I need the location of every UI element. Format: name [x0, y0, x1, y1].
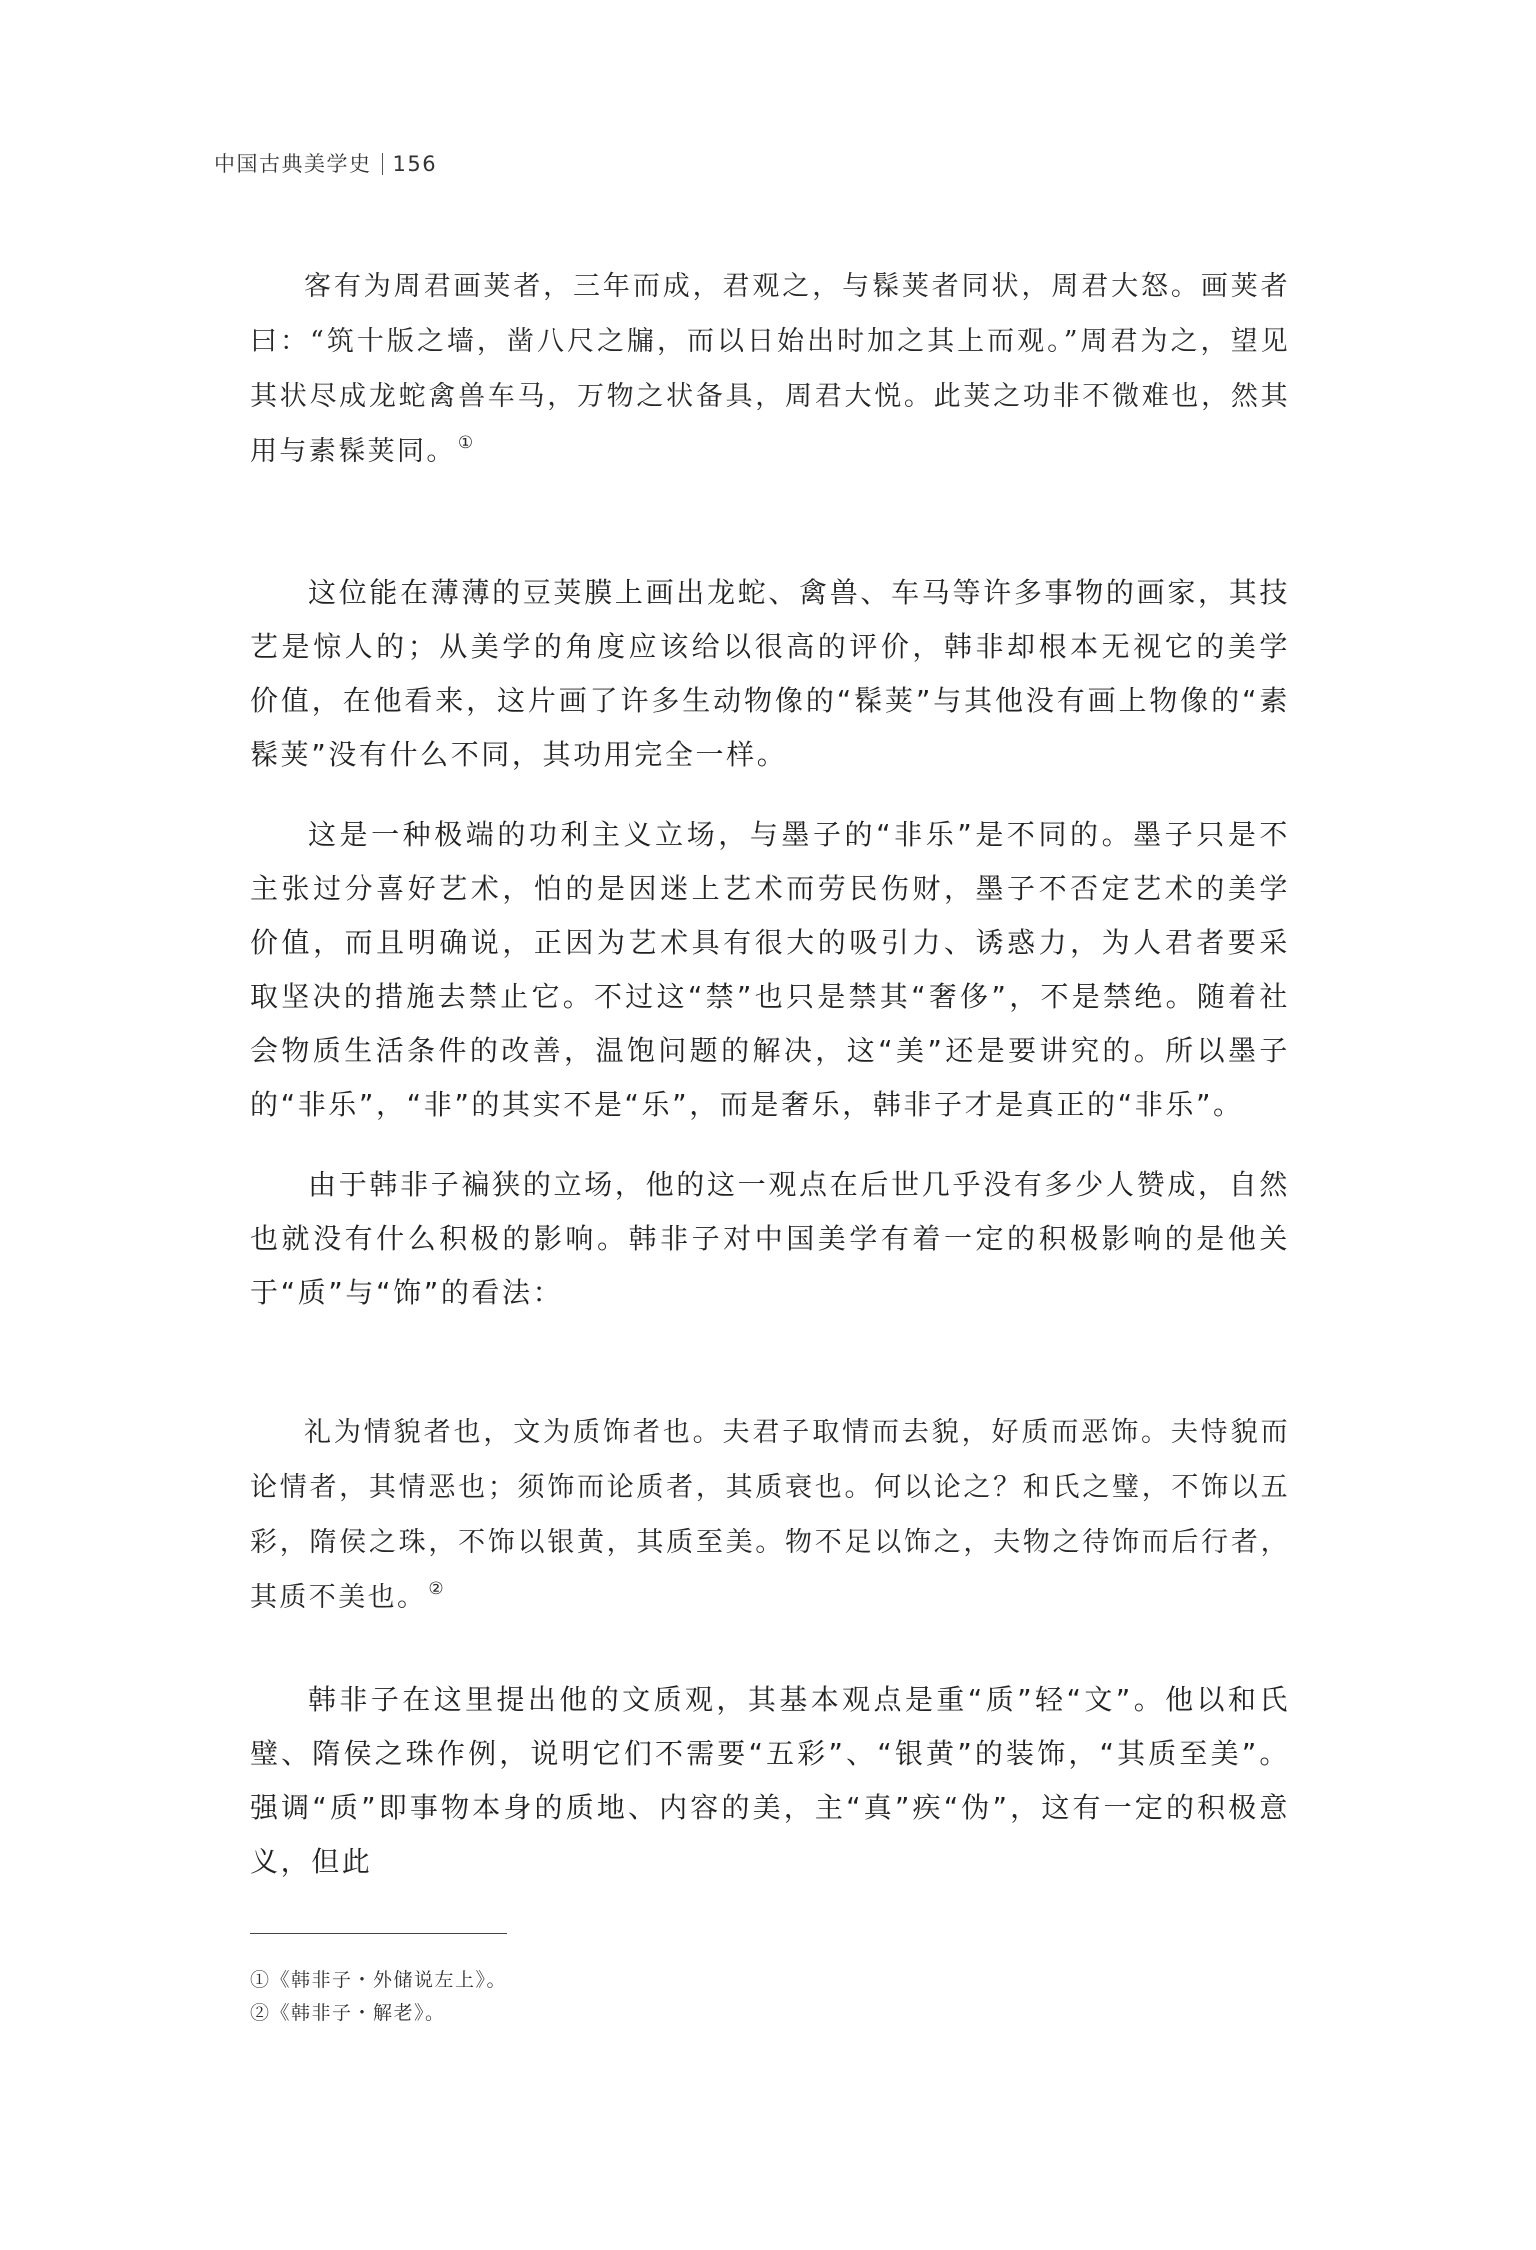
- page-number: 156: [392, 152, 438, 176]
- block-quote-2-text: 礼为情貌者也，文为质饰者也。夫君子取情而去貌，好质而恶饰。夫恃貌而论情者，其情恶也；须饰而论质者，其质衰也。何以论之？和氏之璧，不饰以五彩，隋侯之珠，不饰以银黄，其质至美。物不足以饰之，夫物之待饰而后行者，其质不美也。: [250, 1417, 1290, 1613]
- footnote-ref-1: ①: [457, 433, 474, 453]
- running-head: [214, 148, 437, 178]
- footnote-2: ②《韩非子・解老》。: [250, 2002, 446, 2024]
- header-separator: [382, 153, 383, 175]
- block-quote-2: [250, 1405, 1290, 1625]
- body-paragraph-1: 这位能在薄薄的豆荚膜上画出龙蛇、禽兽、车马等许多事物的画家，其技艺是惊人的；从美学的角度应该给以很高的评价，韩非却根本无视它的美学价值，在他看来，这片画了许多生动物像的“髹荚”与其他没有画上物像的“素髹荚”没有什么不同，其功用完全一样。: [250, 576, 1290, 771]
- footnote-1: ①《韩非子・外储说左上》。: [250, 1969, 508, 1991]
- footnote-ref-2: ②: [428, 1579, 444, 1599]
- block-quote-1: [250, 259, 1290, 479]
- block-quote-1-text: 客有为周君画荚者，三年而成，君观之，与髹荚者同状，周君大怒。画荚者曰：“筑十版之墙，凿八尺之牖，而以日始出时加之其上而观。”周君为之，望见其状尽成龙蛇禽兽车马，万物之状备具，周君大悦。此荚之功非不微难也，然其用与素髹荚同。: [250, 271, 1290, 467]
- book-title: 中国古典美学史: [214, 152, 372, 176]
- body-paragraph-2: 这是一种极端的功利主义立场，与墨子的“非乐”是不同的。墨子只是不主张过分喜好艺术，怕的是因迷上艺术而劳民伤财，墨子不否定艺术的美学价值，而且明确说，正因为艺术具有很大的吸引力、诱惑力，为人君者要采取坚决的措施去禁止它。不过这“禁”也只是禁其“奢侈”，不是禁绝。随着社会物质生活条件的改善，温饱问题的解决，这“美”还是要讲究的。所以墨子的“非乐”，“非”的其实不是“乐”，而是奢乐，韩非子才是真正的“非乐”。: [250, 818, 1290, 1121]
- body-paragraph-3: 由于韩非子褊狭的立场，他的这一观点在后世几乎没有多少人赞成，自然也就没有什么积极的影响。韩非子对中国美学有着一定的积极影响的是他关于“质”与“饰”的看法：: [250, 1168, 1290, 1309]
- body-paragraph-4: 韩非子在这里提出他的文质观，其基本观点是重“质”轻“文”。他以和氏璧、隋侯之珠作例，说明它们不需要“五彩”、“银黄”的装饰，“其质至美”。强调“质”即事物本身的质地、内容的美，主“真”疾“伪”，这有一定的积极意义，但此: [250, 1683, 1290, 1878]
- footnote-divider: [250, 1933, 507, 1934]
